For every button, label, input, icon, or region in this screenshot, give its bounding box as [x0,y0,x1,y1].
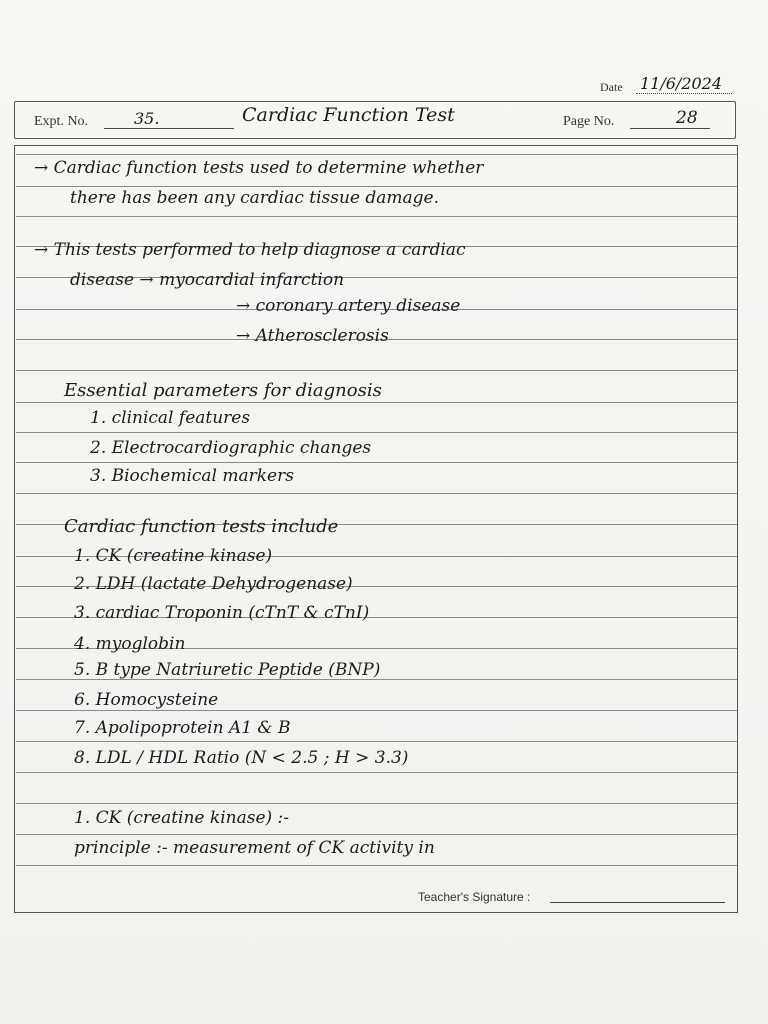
rule [16,462,737,463]
rule [16,370,737,371]
note-line: → Cardiac function tests used to determine whether [34,158,484,178]
expt-value: 35. [134,109,160,128]
teacher-signature-label: Teacher's Signature : [418,890,531,904]
note-line: → Atherosclerosis [236,326,389,346]
rule [16,741,737,742]
rule [16,186,737,187]
rule [16,803,737,804]
note-line: 2. Electrocardiographic changes [90,438,372,458]
page-value: 28 [676,108,698,128]
note-line: → coronary artery disease [236,296,461,316]
rule [16,710,737,711]
expt-label: Expt. No. [34,114,89,129]
note-line: 7. Apolipoprotein A1 & B [74,718,291,738]
rule [16,834,737,835]
rule [16,432,737,433]
note-line: disease → myocardial infarction [70,270,345,290]
date-label: Date [600,80,623,94]
expt-underline [104,128,234,129]
note-line: Cardiac function tests include [64,516,339,537]
page-label: Page No. [563,114,615,129]
rule [16,154,737,155]
page-title: Cardiac Function Test [242,104,455,126]
rule [16,865,737,866]
rule [16,402,737,403]
note-line: 1. CK (creatine kinase) [74,546,273,566]
note-line: 4. myoglobin [74,634,186,654]
note-line: there has been any cardiac tissue damage. [70,188,440,208]
note-line: 1. CK (creatine kinase) :- [74,808,290,828]
note-line: 3. Biochemical markers [90,466,294,486]
note-line: 6. Homocysteine [74,690,219,710]
date-value: 11/6/2024 [640,74,723,93]
note-line: 3. cardiac Troponin (cTnT & cTnI) [74,603,370,623]
note-line: 5. B type Natriuretic Peptide (BNP) [74,660,381,680]
rule [16,216,737,217]
date-underline [636,93,732,94]
signature-line [550,902,725,903]
rule [16,493,737,494]
note-line: 1. clinical features [90,408,251,428]
note-line: 8. LDL / HDL Ratio (N < 2.5 ; H > 3.3) [74,748,409,768]
note-line: Essential parameters for diagnosis [64,380,382,401]
note-line: 2. LDH (lactate Dehydrogenase) [74,574,353,594]
rule [16,772,737,773]
page-underline [630,128,710,129]
note-line: principle :- measurement of CK activity in [74,838,435,858]
note-line: → This tests performed to help diagnose a cardiac [34,240,466,260]
